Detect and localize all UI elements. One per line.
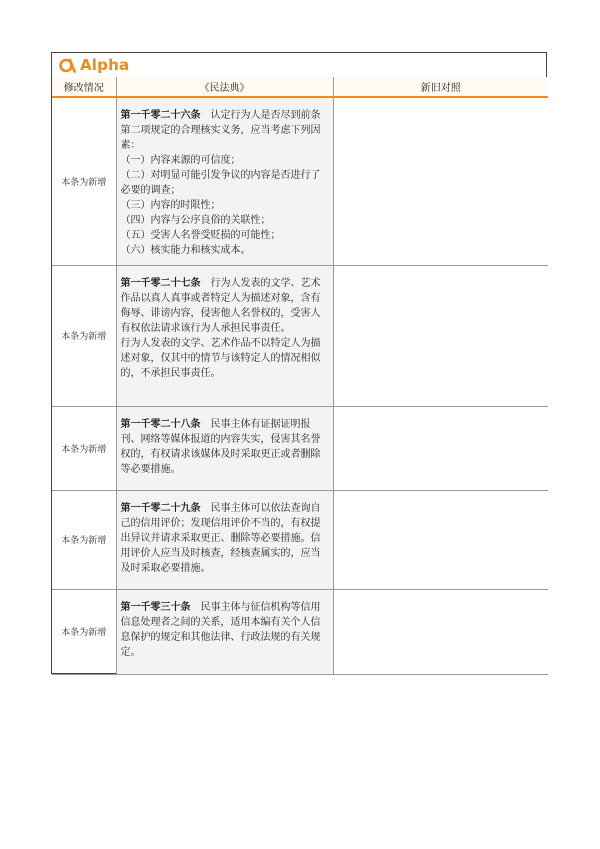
modification-status: 本条为新增 (52, 589, 116, 674)
old-new-comparison-cell (333, 589, 548, 674)
old-new-comparison-cell (333, 265, 548, 406)
table-row (52, 265, 548, 406)
table-row (52, 589, 548, 674)
article-item: 行为人发表的文学、艺术作品不以特定人为描述对象，仅其中的情节与该特定人的情况相似的，不承担民事责任。 (120, 337, 321, 379)
modification-status: 本条为新增 (52, 265, 116, 406)
alpha-logo-icon (58, 56, 76, 74)
article-number: 第一千零二十九条 (120, 502, 201, 514)
civil-code-article (116, 589, 333, 674)
article-text (117, 98, 333, 262)
modification-status: 本条为新增 (52, 406, 116, 490)
article-text (117, 266, 333, 385)
civil-code-article (116, 265, 333, 406)
civil-code-article (116, 406, 333, 490)
old-new-comparison-cell (333, 97, 548, 265)
article-item: （四）内容与公序良俗的关联性； (120, 215, 271, 226)
article-number: 第一千零二十八条 (120, 418, 201, 430)
article-item: （六）核实能力和核实成本。 (120, 245, 251, 256)
article-paragraph (121, 600, 329, 660)
article-paragraph (121, 108, 329, 153)
article-text (117, 407, 333, 481)
article-item: （五）受害人名誉受贬损的可能性； (120, 230, 281, 241)
article-body: 民事主体有证据证明报刊、网络等媒体报道的内容失实，侵害其名誉权的，有权请求该媒体及时采取更正或者删除等必要措施。 (120, 418, 321, 475)
article-body: 行为人发表的文学、艺术作品以真人真事或者特定人为描述对象，含有侮辱、诽谤内容，侵害他人名誉权的，受害人有权依法请求该行为人承担民事责任。 (120, 277, 321, 334)
table-row (52, 406, 548, 490)
article-text (117, 590, 333, 664)
old-new-comparison-cell (333, 490, 548, 589)
article-number: 第一千零二十七条 (120, 277, 201, 289)
table-row (52, 490, 548, 589)
article-paragraph (121, 417, 329, 477)
article-item: （三）内容的时限性； (120, 200, 221, 211)
article-body: 民事主体与征信机构等信用信息处理者之间的关系，适用本编有关个人信息保护的规定和其他法律、行政法规的有关规定。 (120, 601, 321, 658)
article-item: （二）对明显可能引发争议的内容是否进行了必要的调查； (120, 170, 321, 196)
modification-status: 本条为新增 (52, 97, 116, 265)
article-paragraph (121, 276, 329, 336)
article-number: 第一千零二十六条 (120, 110, 201, 121)
header-civil-code: 《民法典》 (116, 77, 333, 97)
article-paragraph (121, 501, 329, 576)
document-frame (51, 52, 547, 674)
article-number: 第一千零三十条 (120, 601, 191, 613)
article-item: （一）内容来源的可信度； (120, 155, 241, 166)
article-body: 民事主体可以依法查询自己的信用评价；发现信用评价不当的，有权提出异议并请求采取更正、删除等必要措施。信用评价人应当及时核查，经核查属实的，应当及时采取必要措施。 (120, 502, 321, 574)
table-header-row (52, 77, 548, 97)
article-text (117, 491, 333, 580)
modification-status: 本条为新增 (52, 490, 116, 589)
brand-name: Alpha (80, 56, 130, 74)
old-new-comparison-cell (333, 406, 548, 490)
comparison-table (52, 77, 548, 675)
header-modification-status: 修改情况 (52, 77, 116, 97)
header-old-new-comparison: 新旧对照 (333, 77, 548, 97)
civil-code-article (116, 97, 333, 265)
brand-bar (52, 53, 546, 78)
table-row (52, 97, 548, 265)
article-body: 认定行为人是否尽到前条第二项规定的合理核实义务，应当考虑下列因素： (120, 110, 321, 151)
civil-code-article (116, 490, 333, 589)
